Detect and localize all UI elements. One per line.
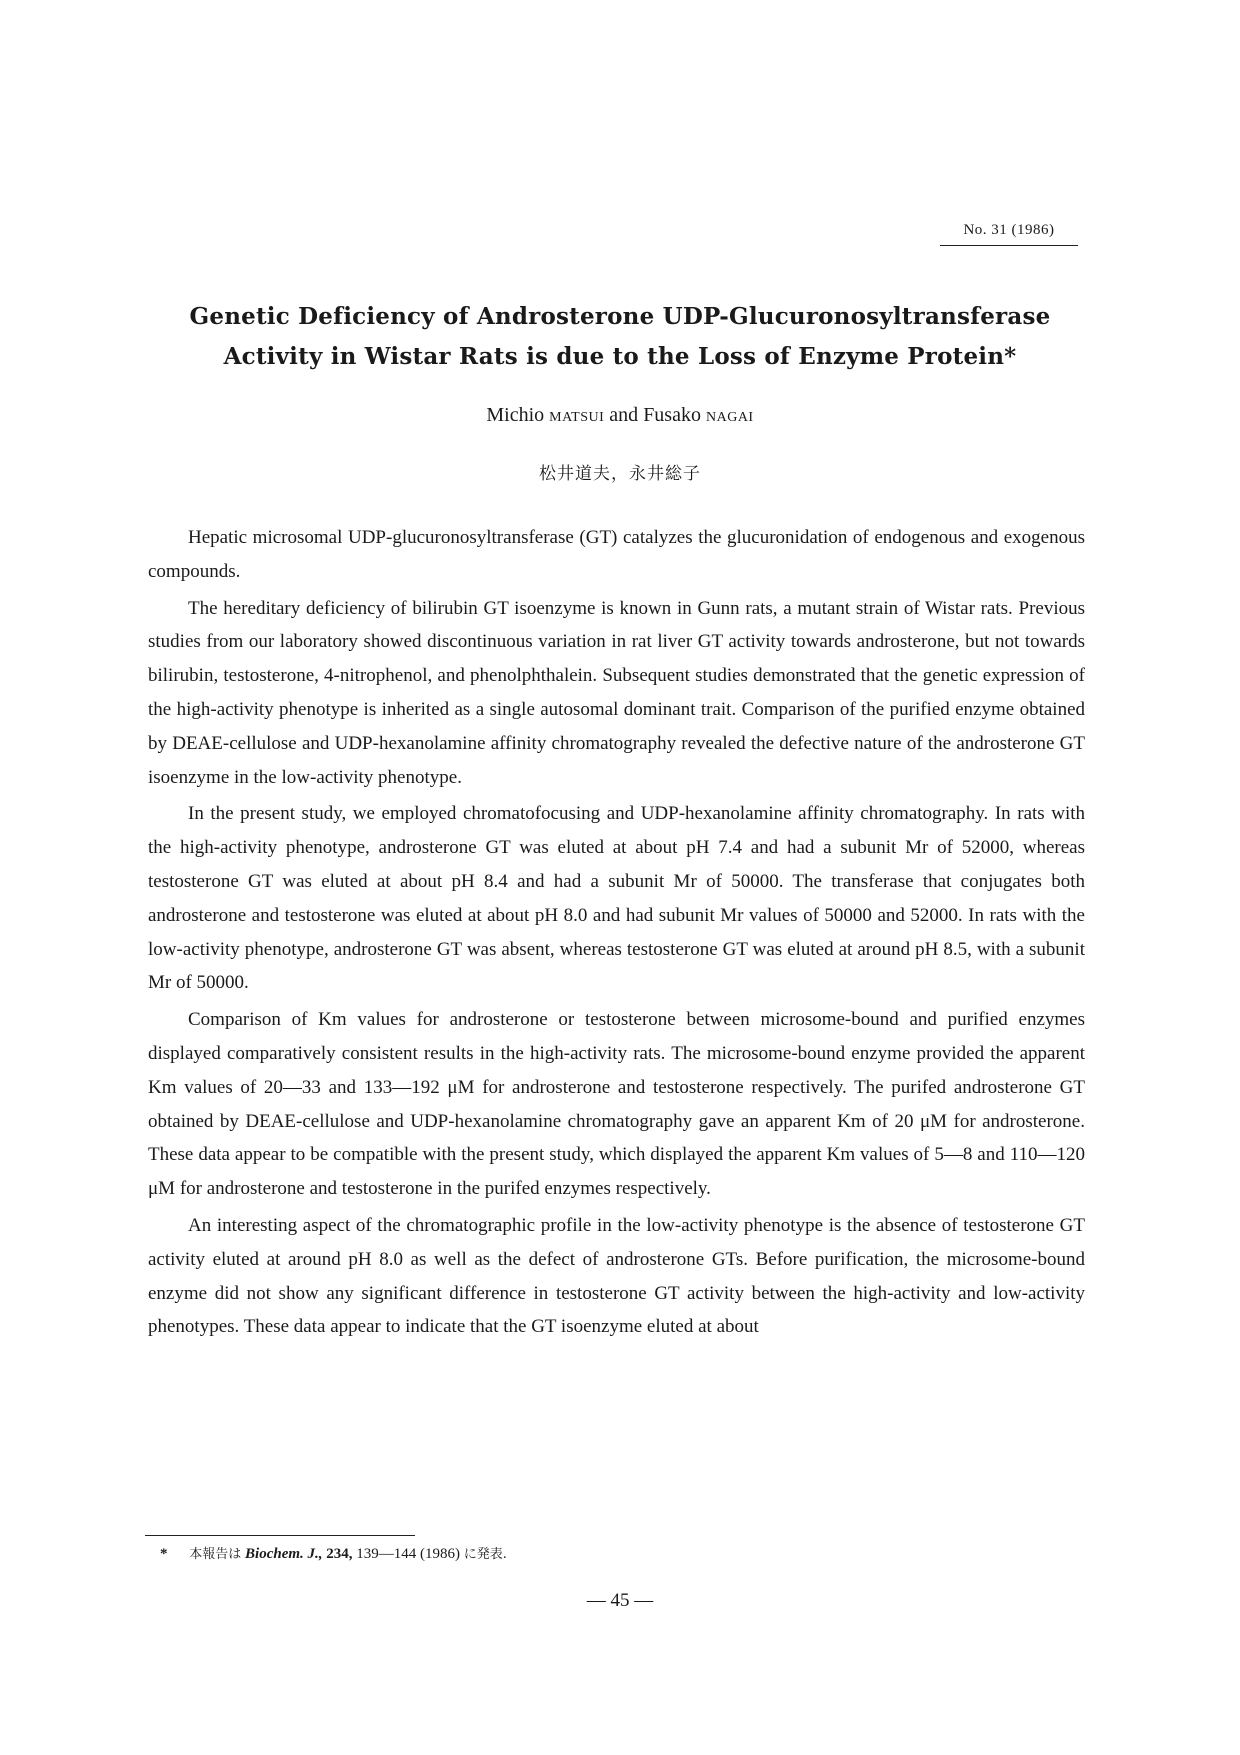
article-body xyxy=(148,521,1085,1347)
author2-family-name: NAGAI xyxy=(705,410,754,425)
footnote-pages: 139—144 (1986) xyxy=(356,1546,461,1562)
footnote-prefix: 本報告は xyxy=(189,1547,242,1562)
paragraph: An interesting aspect of the chromatographic profile in the low-activity phenotype is the absence of testosterone GT activity eluted at around pH 8.0 as well as the defect of androsterone GTs. Before purification, the microsome-bound enzyme did not show any significant difference in testosterone GT activity between the high-activity and low-activity phenotypes. These data appear to indicate that the GT isoenzyme eluted at about xyxy=(148,1214,1085,1338)
footnote-volume: 234, xyxy=(326,1546,353,1562)
paragraph: Hepatic microsomal UDP-glucuronosyltransferase (GT) catalyzes the glucuronidation of endogenous and exogenous compounds. xyxy=(148,527,1085,582)
title-line-2: Activity in Wistar Rats is due to the Loss of Enzyme Protein* xyxy=(223,343,1017,370)
author-conjunction: and xyxy=(609,404,639,426)
footnote-journal: Biochem. J., xyxy=(245,1546,323,1562)
article-title xyxy=(130,297,1110,377)
title-line-1: Genetic Deficiency of Androsterone UDP-Glucuronosyltransferase xyxy=(189,303,1051,330)
paragraph: The hereditary deficiency of bilirubin GT isoenzyme is known in Gunn rats, a mutant strain of Wistar rats. Previous studies from our laboratory showed discontinuous variation in rat liver GT activity towards androsterone, but not towards bilirubin, testosterone, 4-nitrophenol, and phenolphthalein. Subsequent studies demonstrated that the genetic expression of the high-activity phenotype is inherited as a single autosomal dominant trait. Comparison of the purified enzyme obtained by DEAE-cellulose and UDP-hexanolamine affinity chromatography revealed the defective nature of the androsterone GT isoenzyme in the low-activity phenotype. xyxy=(148,597,1085,788)
footnote-suffix: に発表. xyxy=(463,1547,507,1562)
journal-issue-label: No. 31 (1986) xyxy=(940,222,1078,246)
footnote-mark: * xyxy=(160,1546,168,1562)
footnote-divider xyxy=(145,1535,415,1536)
paragraph: Comparison of Km values for androsterone or testosterone between microsome-bound and purified enzymes displayed comparatively consistent results in the high-activity rats. The microsome-bound enzyme provided the apparent Km values of 20—33 and 133—192 μM for androsterone and testosterone respectively. The purifed androsterone GT obtained by DEAE-cellulose and UDP-hexanolamine chromatography gave an apparent Km of 20 μM for androsterone. These data appear to be compatible with the present study, which displayed the apparent Km values of 5—8 and 110—120 μM for androsterone and testosterone in the purifed enzymes respectively. xyxy=(148,1009,1085,1200)
paragraph: In the present study, we employed chromatofocusing and UDP-hexanolamine affinity chromatography. In rats with the high-activity phenotype, androsterone GT was eluted at about pH 7.4 and had a subunit Mr of 52000, whereas testosterone GT was eluted at about pH 8.4 and had a subunit Mr of 50000. The transferase that conjugates both androsterone and testosterone was eluted at about pH 8.0 and had subunit Mr values of 50000 and 52000. In rats with the low-activity phenotype, androsterone GT was absent, whereas testosterone GT was eluted at around pH 8.5, with a subunit Mr of 50000. xyxy=(148,803,1085,994)
footnote xyxy=(160,1543,507,1563)
authors-japanese: 松井道夫，永井総子 xyxy=(539,464,701,484)
author2-given-name: Fusako xyxy=(643,404,701,426)
author1-family-name: MATSUI xyxy=(549,410,605,425)
authors xyxy=(130,404,1110,427)
page-number: — 45 — xyxy=(586,1590,654,1611)
author1-given-name: Michio xyxy=(486,404,545,426)
